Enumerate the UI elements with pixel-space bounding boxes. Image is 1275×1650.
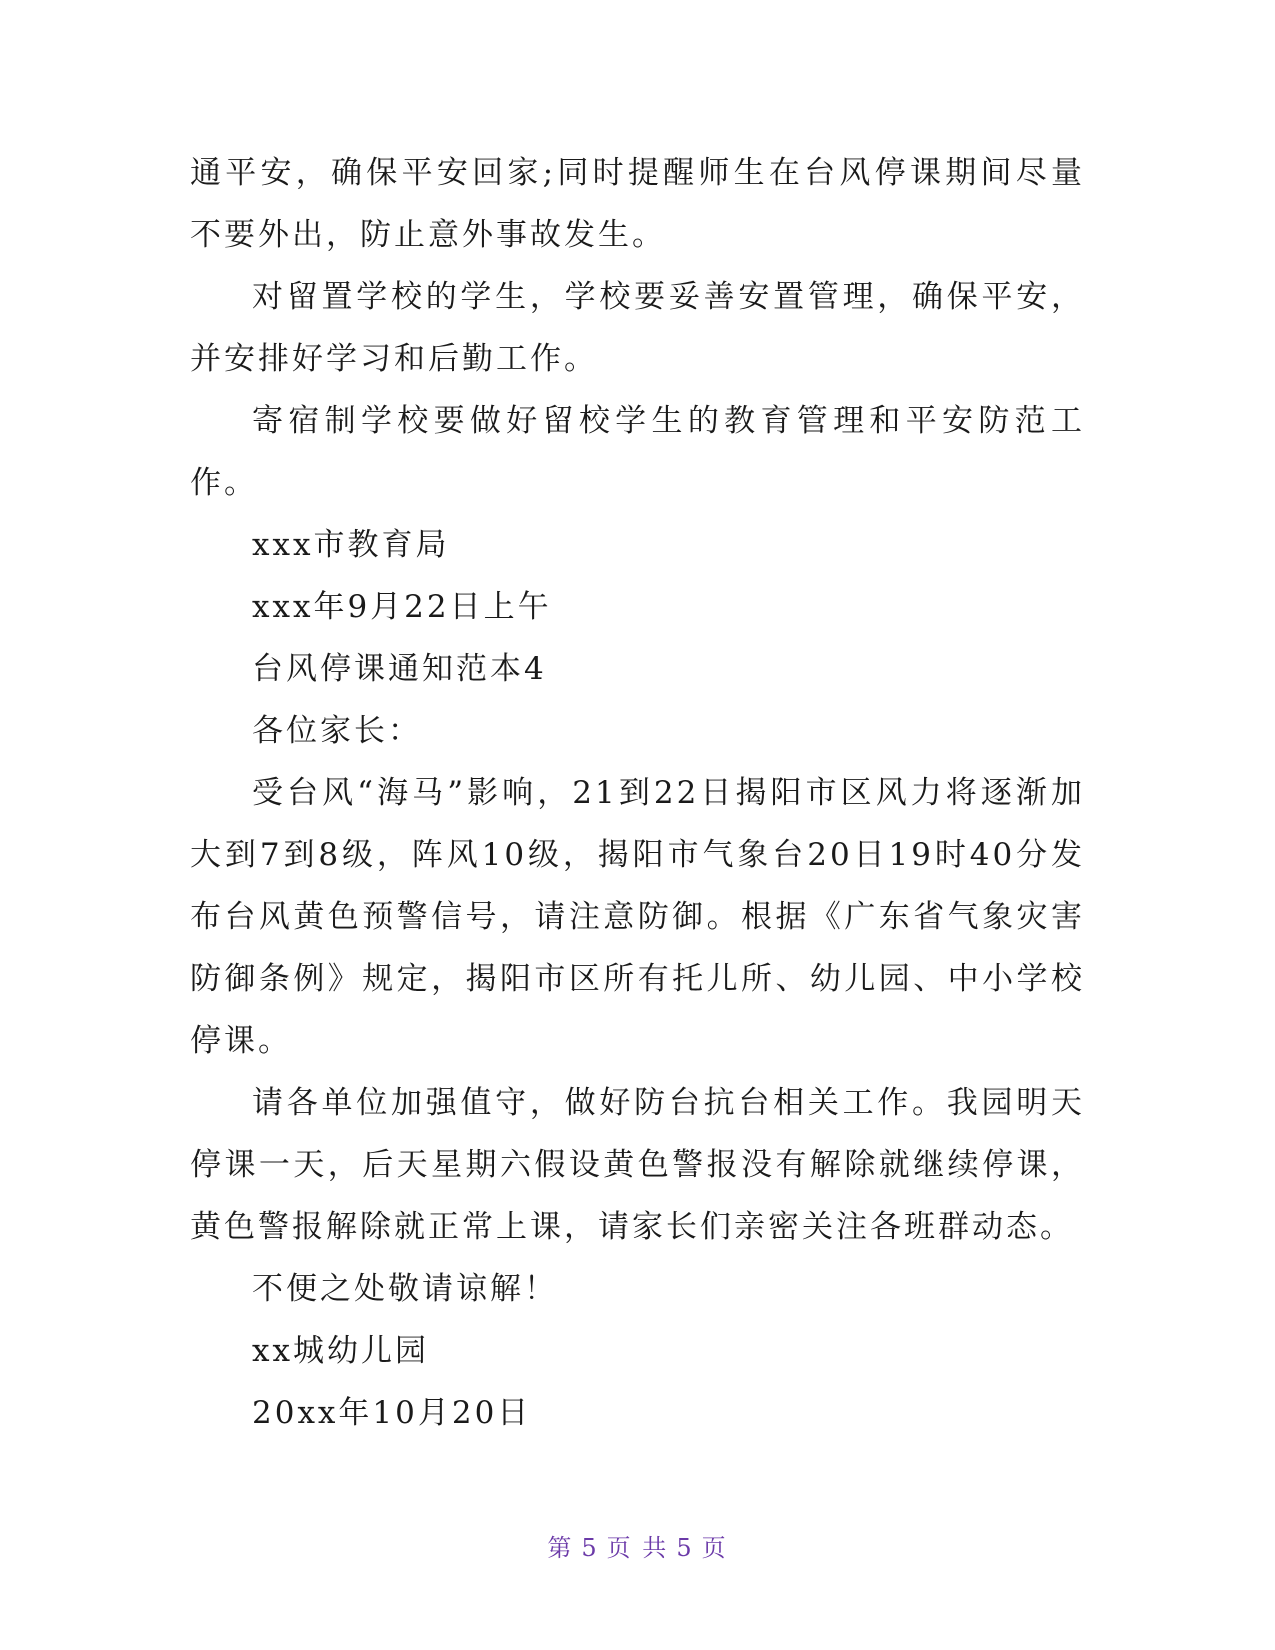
paragraph: 通平安，确保平安回家;同时提醒师生在台风停课期间尽量不要外出，防止意外事故发生。: [190, 155, 1085, 253]
footer-total-pages: 5: [676, 1534, 694, 1562]
salutation: 各位家长：: [252, 713, 422, 749]
page-number-footer: [0, 1528, 1275, 1563]
paragraph: 对留置学校的学生，学校要妥善安置管理，确保平安，并安排好学习和后勤工作。: [190, 279, 1085, 377]
footer-prefix: 第: [547, 1534, 574, 1562]
paragraph: 受台风“海马”影响，21到22日揭阳市区风力将逐渐加大到7到8级，阵风10级，揭阳市气象台20日19时40分发布台风黄色预警信号，请注意防御。根据《广东省气象灾害防御条例》规定，揭阳市区所有托儿所、幼儿园、中小学校停课。: [190, 775, 1085, 1059]
closing-remark: 不便之处敬请谅解！: [252, 1271, 558, 1307]
paragraph: 寄宿制学校要做好留校学生的教育管理和平安防范工作。: [190, 403, 1085, 501]
section-title: 台风停课通知范本4: [252, 651, 547, 687]
signature-organization: xxx市教育局: [252, 527, 450, 563]
footer-middle: 页 共: [606, 1534, 669, 1562]
signature-date: 20xx年10月20日: [252, 1395, 532, 1431]
signature-organization: xx城幼儿园: [252, 1333, 429, 1369]
signature-date: xxx年9月22日上午: [252, 589, 552, 625]
footer-suffix: 页: [701, 1534, 728, 1562]
footer-current-page: 5: [581, 1534, 599, 1562]
document-body: [190, 142, 1085, 1444]
paragraph: 请各单位加强值守，做好防台抗台相关工作。我园明天停课一天，后天星期六假设黄色警报没有解除就继续停课，黄色警报解除就正常上课，请家长们亲密关注各班群动态。: [190, 1085, 1085, 1245]
